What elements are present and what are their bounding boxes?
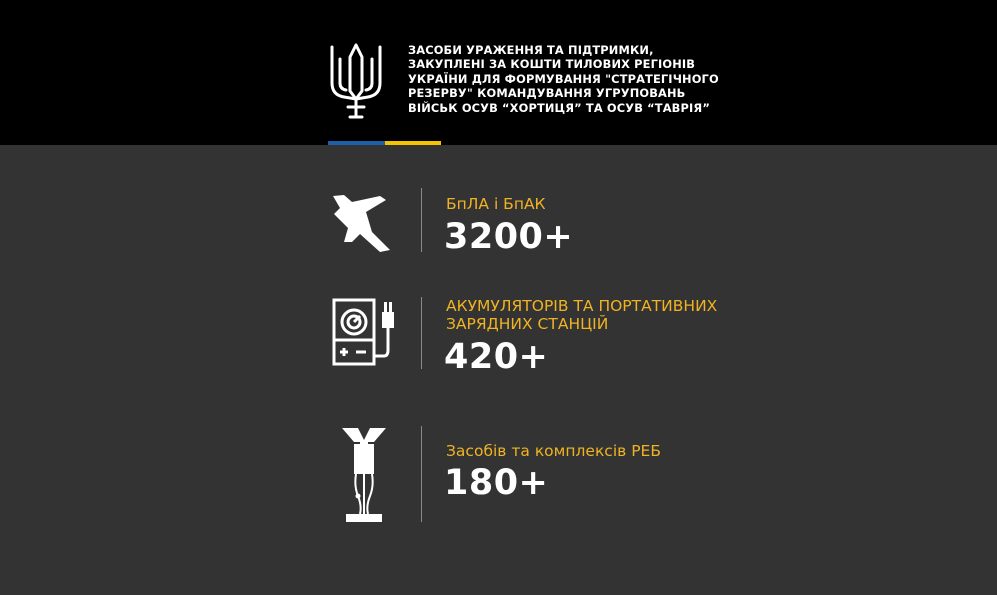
divider bbox=[421, 188, 422, 252]
divider bbox=[421, 426, 422, 522]
stat-value: 180+ bbox=[444, 463, 549, 503]
stat-label: Засобів та комплексів РЕБ bbox=[446, 442, 661, 460]
stat-value: 420+ bbox=[444, 337, 549, 377]
stat-label: ЗАРЯДНИХ СТАНЦІЙ bbox=[446, 315, 609, 333]
header-title-line: ВІЙСЬК ОСУВ “ХОРТИЦЯ” ТА ОСУВ “ТАВРІЯ” bbox=[408, 100, 710, 115]
flag-stripe-blue bbox=[328, 141, 385, 145]
flag-stripe-yellow bbox=[385, 141, 441, 145]
header-title-line: РЕЗЕРВУ" КОМАНДУВАННЯ УГРУПОВАНЬ bbox=[408, 86, 686, 101]
header-title-line: ЗАКУПЛЕНІ ЗА КОШТИ ТИЛОВИХ РЕГІОНІВ bbox=[408, 57, 696, 72]
stat-label: АКУМУЛЯТОРІВ ТА ПОРТАТИВНИХ bbox=[446, 297, 718, 315]
trident-icon bbox=[328, 43, 384, 121]
drone-icon bbox=[330, 192, 390, 254]
ew-system-icon bbox=[340, 426, 388, 522]
battery-station-icon bbox=[332, 298, 394, 366]
stat-label: БпЛА і БпАК bbox=[446, 195, 546, 213]
header-title-line: УКРАЇНИ ДЛЯ ФОРМУВАННЯ "СТРАТЕГІЧНОГО bbox=[408, 71, 719, 86]
stat-value: 3200+ bbox=[444, 217, 574, 257]
header-title bbox=[408, 43, 748, 115]
header-banner bbox=[0, 0, 997, 145]
header-title-line: ЗАСОБИ УРАЖЕННЯ ТА ПІДТРИМКИ, bbox=[408, 43, 654, 57]
divider bbox=[421, 297, 422, 369]
